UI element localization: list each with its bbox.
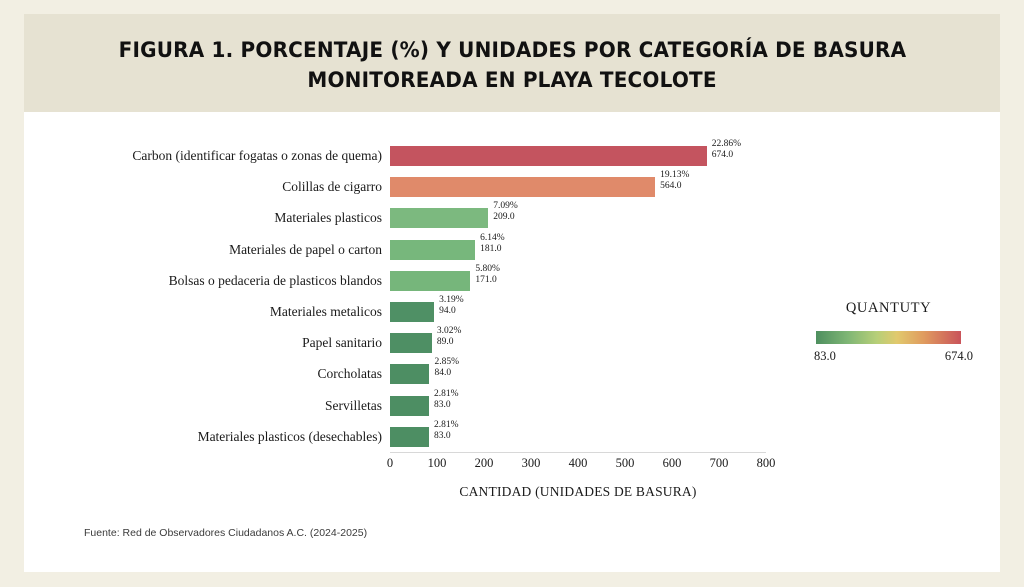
bar-count-text: 209.0 xyxy=(493,212,515,223)
category-label: Bolsas o pedaceria de plasticos blandos xyxy=(168,272,382,288)
x-axis-title: CANTIDAD (UNIDADES DE BASURA) xyxy=(459,484,697,499)
bar-row xyxy=(282,170,766,202)
plot-area xyxy=(132,139,766,452)
legend-title: QUANTUTY xyxy=(845,300,932,316)
legend-gradient xyxy=(816,331,961,344)
bar-count-text: 564.0 xyxy=(660,181,682,192)
bar[interactable] xyxy=(390,240,475,260)
x-tick-label: 500 xyxy=(615,456,635,470)
bar-value-label xyxy=(434,357,459,379)
bar-percent-text: 2.81% xyxy=(434,419,459,430)
category-label: Materiales plasticos xyxy=(274,210,382,226)
bar-value-label xyxy=(712,139,741,161)
bar[interactable] xyxy=(390,271,470,291)
bar-row xyxy=(302,326,766,358)
category-label: Materiales plasticos (desechables) xyxy=(197,428,382,444)
x-tick-label: 600 xyxy=(662,456,682,470)
bar-value-label xyxy=(493,201,518,223)
category-label: Colillas de cigarro xyxy=(282,179,382,195)
bar-value-label xyxy=(434,420,459,442)
source-note: Fuente: Red de Observadores Ciudadanos A.C. (2024-2025) xyxy=(84,527,368,539)
colorbar-legend xyxy=(812,300,982,365)
bar-count-text: 171.0 xyxy=(475,274,497,285)
bar-value-label xyxy=(475,264,500,286)
bar-value-label xyxy=(660,170,689,192)
bar-count-text: 83.0 xyxy=(434,430,451,441)
x-tick-label: 0 xyxy=(386,456,394,470)
bar-row xyxy=(132,139,766,171)
category-label: Materiales metalicos xyxy=(269,304,382,319)
bar-row xyxy=(274,201,766,233)
bar-percent-text: 22.86% xyxy=(711,139,742,149)
legend-min-label: 83.0 xyxy=(814,349,836,363)
figure-container xyxy=(24,14,1000,572)
bar-percent-text: 6.14% xyxy=(480,232,505,243)
bar-value-label xyxy=(437,326,462,348)
category-label: Servilletas xyxy=(325,397,382,413)
chart-card xyxy=(24,112,1000,572)
x-axis-line xyxy=(390,452,766,453)
bar-count-text: 83.0 xyxy=(434,399,451,410)
bar-percent-text: 3.02% xyxy=(436,326,462,337)
bar[interactable] xyxy=(390,427,429,447)
bar[interactable] xyxy=(390,364,429,384)
x-tick-label: 800 xyxy=(756,456,776,470)
bar-row xyxy=(269,295,766,327)
bar[interactable] xyxy=(390,302,434,322)
x-tick-label: 200 xyxy=(474,456,494,470)
bar-count-text: 674.0 xyxy=(711,150,734,160)
category-label: Corcholatas xyxy=(317,366,382,382)
bar-percent-text: 5.80% xyxy=(475,263,500,274)
bar[interactable] xyxy=(390,396,429,416)
figure-title xyxy=(24,14,1000,112)
bar-percent-text: 3.19% xyxy=(439,295,464,305)
bar[interactable] xyxy=(390,177,655,197)
bar-count-text: 84.0 xyxy=(434,368,452,379)
bar-value-label xyxy=(480,233,505,255)
bar-percent-text: 2.81% xyxy=(434,388,459,399)
bar-row xyxy=(168,263,766,296)
bar[interactable] xyxy=(390,146,707,166)
x-tick-label: 100 xyxy=(427,456,447,470)
category-label: Carbon (identificar fogatas o zonas de quema) xyxy=(132,148,382,163)
category-label: Papel sanitario xyxy=(302,335,382,351)
bar-value-label xyxy=(439,295,464,317)
x-tick-label: 400 xyxy=(568,456,588,470)
bar-row xyxy=(325,388,766,421)
bar-percent-text: 2.85% xyxy=(434,357,460,368)
x-tick-label: 300 xyxy=(521,456,541,470)
bar-row xyxy=(197,419,766,452)
bar-chart xyxy=(24,112,1000,572)
bar-percent-text: 19.13% xyxy=(660,170,690,181)
bar-row xyxy=(317,357,766,389)
title-line-1: FIGURA 1. PORCENTAJE (%) Y UNIDADES POR CATEGORÍA DE BASURA xyxy=(118,38,906,63)
bar-value-label xyxy=(434,389,459,411)
category-label: Materiales de papel o carton xyxy=(229,241,382,257)
bar[interactable] xyxy=(390,208,488,228)
bar-row xyxy=(229,232,766,265)
x-tick-label: 700 xyxy=(709,456,729,470)
bar[interactable] xyxy=(390,333,432,353)
legend-max-label: 674.0 xyxy=(944,349,973,363)
bar-count-text: 181.0 xyxy=(480,243,502,254)
bar-count-text: 89.0 xyxy=(436,337,454,348)
bar-count-text: 94.0 xyxy=(439,306,456,316)
bar-percent-text: 7.09% xyxy=(493,201,518,212)
title-line-2: MONITOREADA EN PLAYA TECOLOTE xyxy=(307,68,717,93)
legend-ticks xyxy=(814,349,973,365)
